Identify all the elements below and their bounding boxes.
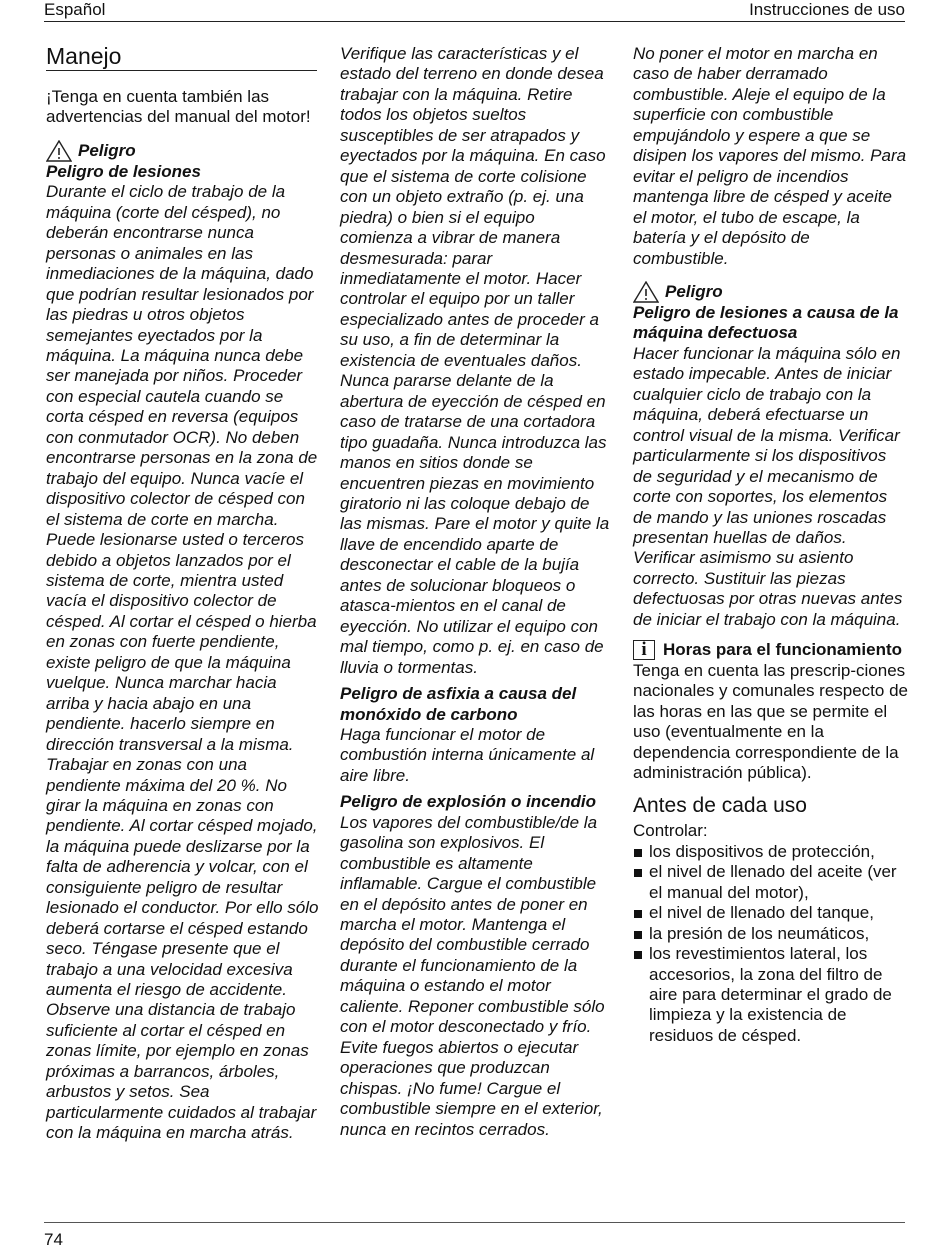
- co-danger-body: Haga funcionar el motor de combustión interna únicamente al aire libre.: [340, 724, 595, 785]
- list-item: los revestimientos lateral, los accesorios, la zona del filtro de aire para determinar el grado de limpieza y la existencia de residuos de césped.: [633, 944, 908, 1046]
- defect-subheading: Peligro de lesiones a causa de la máquina defectuosa: [633, 302, 899, 343]
- info-title: [633, 640, 908, 660]
- check-intro: Controlar:: [633, 821, 708, 841]
- intro-text: ¡Tenga en cuenta también las advertencias del manual del motor!: [46, 87, 311, 127]
- page-header: [44, 0, 905, 22]
- warning-title: [46, 140, 321, 162]
- check-list: [633, 842, 908, 1047]
- info-body: Tenga en cuenta las prescrip-ciones nacionales y comunales respecto de las horas en las que se permite el uso (eventualmente en la dependencia correspondiente de la administración pública).: [633, 660, 908, 782]
- warning-label-2: Peligro: [665, 281, 723, 301]
- page-number: 74: [44, 1230, 63, 1249]
- header-title: Instrucciones de uso: [749, 0, 905, 19]
- safety-body-1: Verifique las características y el estado del terreno en donde desea trabajar con la máquina. Retire todos los objetos sueltos susceptibles de ser atrapados y eyectados por la máquina. En caso que el sistema de corte colisione con un objeto extraño (p. ej. una piedra) o bien si el equipo comienza a vibrar de manera desmesurada: parar inmediatamente el motor. Hacer controlar el equipo por un taller especializado antes de proceder a su uso, a fin de determinar la existencia de eventuales daños. Nunca pararse delante de la abertura de eyección de césped en caso de tratarse de una cortadora tipo guadaña. Nunca introduzca las manos en sitios donde se encuentren piezas en movimiento giratorio ni las coloque debajo de las mismas. Pare el motor y quite la llave de encendido aparte de desconectar el cable de la bujía antes de solucionar bloqueos o atasca-mientos en el canal de eyección. No utilizar el equipo con mal tiempo, como p. ej. en caso de lluvia o tormentas.: [340, 44, 610, 677]
- list-item: los dispositivos de protección,: [633, 842, 908, 862]
- warning-triangle-icon: [633, 281, 659, 303]
- warning-triangle-icon: [46, 140, 72, 162]
- list-item: el nivel de llenado del tanque,: [633, 903, 908, 923]
- info-icon: i: [633, 640, 655, 660]
- warning-label: Peligro: [78, 140, 136, 160]
- warning-title-2: [633, 281, 908, 303]
- column-3: [633, 44, 908, 1046]
- fire-danger-body: Los vapores del combustible/de la gasolina son explosivos. El combustible es altamente inflamable. Cargue el combustible en el depósito antes de poner en marcha el motor. Mantenga el depósito del combustible cerrado durante el funcionamiento de la máquina o estando el motor caliente. Reponer combustible sólo con el motor desconectado y frío. Evite fuegos abiertos o ejecutar operaciones que produzcan chispas. ¡No fume! Cargue el combustible siempre en el exterior, nunca en recintos cerrados.: [340, 812, 605, 1139]
- list-item: la presión de los neumáticos,: [633, 924, 908, 944]
- list-item: el nivel de llenado del aceite (ver el manual del motor),: [633, 862, 908, 903]
- footer-rule: [44, 1222, 905, 1223]
- fuel-body: No poner el motor en marcha en caso de haber derramado combustible. Aleje el equipo de la superficie con combustible empujándolo y espere a que se disipen los vapores del mismo. Para evitar el peligro de incendios mantenga libre de césped y aceite el motor, el tubo de escape, la batería y el depósito de combustible.: [633, 44, 907, 268]
- warning-body: Durante el ciclo de trabajo de la máquina (corte del césped), no deberán encontrarse nunca personas o animales en las inmediaciones de la máquina, dado que podrían resultar lesionados por las piedras u otros objetos semejantes eyectados por la máquina. La máquina nunca debe ser manejada por niños. Proceder con especial cautela cuando se corta césped en reversa (equipos con conmutador OCR). No deben encontrarse personas en la zona de trabajo del equipo. Nunca vacíe el dispositivo colector de césped con el sistema de corte en marcha. Puede lesionarse usted o terceros debido a objetos lanzados por el sistema de corte, mientra usted vacía el dispositivo colector de césped. Al cortar el césped o hierba en zonas con fuerte pendiente, existe peligro de que la máquina vuelque. Nunca marchar hacia arriba y hacia abajo en una pendiente. hacerlo siempre en dirección transversal a la misma. Trabajar en zonas con una pendiente máxima del 20 %. No girar la máquina en zonas con pendiente. Al cortar césped mojado, la máquina puede deslizarse por la falta de adherencia y volcar, con el consiguiente peligro de resultar lesionado el conductor. Por ello sólo deberá cortarse el césped estando seco. Téngase presente que el trabajo a una velocidad excesiva aumenta el riesgo de accidente. Observe una distancia de trabajo suficiente al cortar el césped en zonas límite, por ejemplo en zonas próximas a barrancos, árboles, arbustos y setos. Sea particularmente cuidados al trabajar con la máquina en marcha atrás.: [46, 182, 319, 1143]
- info-title-text: Horas para el funcionamiento: [663, 640, 902, 660]
- warning-subheading: Peligro de lesiones: [46, 161, 201, 181]
- co-danger-subheading: Peligro de asfixia a causa del monóxido de carbono: [340, 684, 577, 724]
- column-1: [46, 42, 321, 1144]
- section-heading-antes: Antes de cada uso: [633, 794, 807, 818]
- header-language: Español: [44, 0, 106, 19]
- section-heading-manejo: Manejo: [46, 42, 317, 71]
- defect-body: Hacer funcionar la máquina sólo en estado impecable. Antes de iniciar cualquier ciclo de trabajo con la máquina, deberá efectuarse un control visual de la misma. Verificar particularmente si los dispositivos de seguridad y el mecanismo de corte con soportes, los elementos de mando y las uniones roscadas presentan huellas de daños. Verificar asimismo su asiento correcto. Sustituir las piezas defectuosas por otras nuevas antes de iniciar el trabajo con la máquina.: [633, 343, 903, 629]
- fire-danger-subheading: Peligro de explosión o incendio: [340, 792, 596, 812]
- column-2: [340, 44, 612, 1140]
